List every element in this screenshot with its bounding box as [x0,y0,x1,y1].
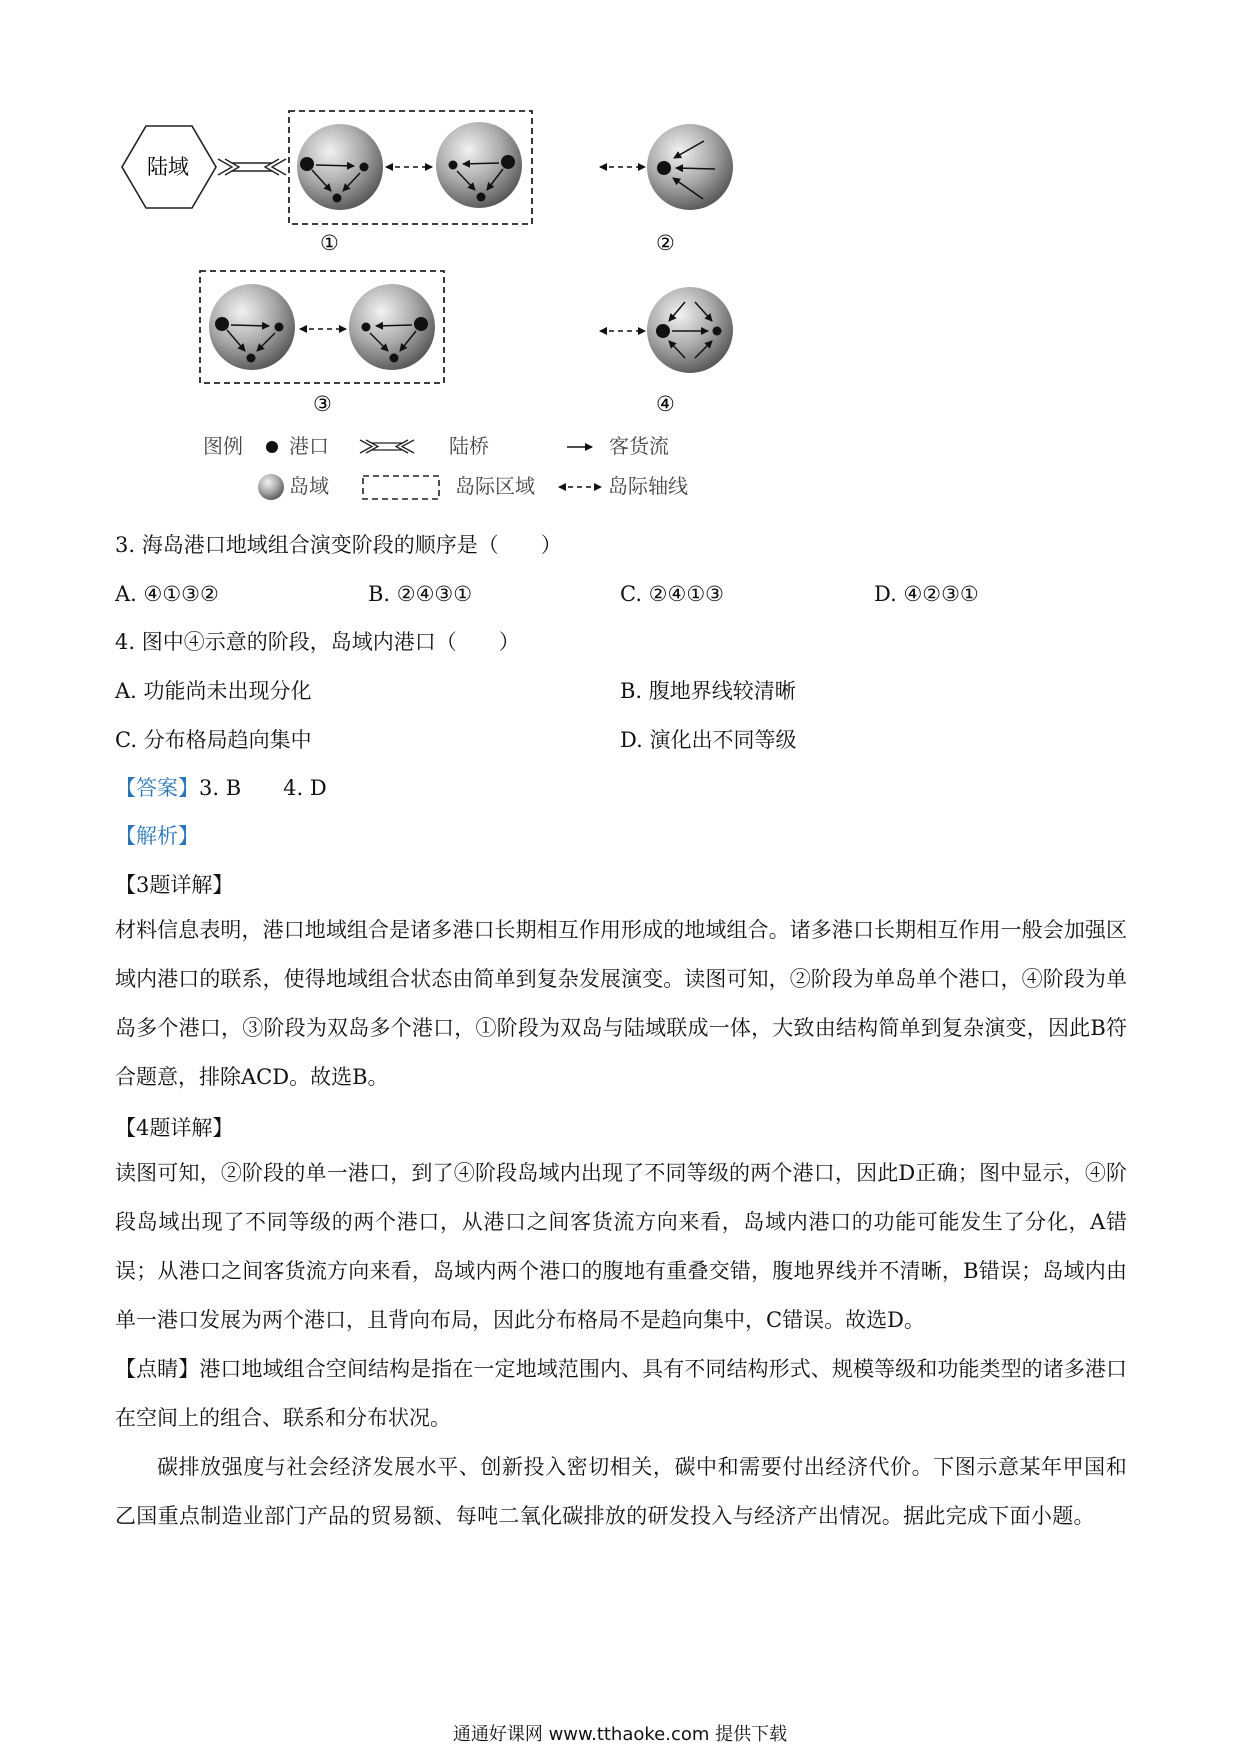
q4-option-b: B. 腹地界线较清晰 [620,679,796,703]
tip-tag: 【点睛】 [115,1357,200,1381]
port-dot [275,323,284,332]
q4-stem: 4. 图中④示意的阶段，岛域内港口（ ） [115,630,520,654]
q4-option-d: D. 演化出不同等级 [620,728,797,752]
q3-stem: 3. 海岛港口地域组合演变阶段的顺序是（ ） [115,533,562,557]
detail3-text: 材料信息表明，港口地域组合是诸多港口长期相互作用形成的地域组合。诸多港口长期相互作用一般会加强区域内港口的联系，使得地域组合状态由简单到复杂发展演变。读图可知，②阶段为单岛单个港口，④阶段为单岛多个港口，③阶段为双岛多个港口，①阶段为双岛与陆域联成一体，大致由结构简单到复杂演变，因此B符合题意，排除ACD。故选B。 [115,918,1127,1089]
port-evolution-diagram [0,0,1240,520]
port-dot [247,354,256,363]
q3-option-a: A. ④①③② [115,582,219,606]
port-dot [333,194,342,203]
port-dot [656,324,670,338]
tip-paragraph [115,1345,1127,1443]
stage4-island [647,287,733,373]
stage-label-4: ④ [656,392,675,416]
port-dot [390,354,399,363]
legend-land-bridge: 陆桥 [449,434,489,458]
legend-port-icon [266,441,278,453]
tip-text: 港口地域组合空间结构是指在一定地域范围内、具有不同结构形式、规模等级和功能类型的诸多港口在空间上的组合、联系和分布状况。 [115,1357,1127,1430]
port-dot [713,327,722,336]
land-region [122,126,216,208]
legend-port: 港口 [289,434,329,458]
legend-region-icon [363,476,439,499]
stage-label-3: ③ [313,392,332,416]
detail3-tag: 【3题详解】 [115,873,234,897]
port-dot [360,163,369,172]
q3-option-d: D. ④②③① [874,582,979,606]
port-dot [215,317,229,331]
legend-island: 岛域 [289,474,329,498]
port-dot [657,161,671,175]
legend-island-icon [258,474,284,500]
q3-option-b: B. ②④③① [368,582,473,606]
port-dot [449,161,458,170]
legend-flow: 客货流 [609,434,669,458]
stage2-island [647,124,733,210]
q4-option-a: A. 功能尚未出现分化 [115,679,312,703]
footer-source: 通通好课网 www.tthaoke.com 提供下载 [452,1724,788,1745]
stage1-island-left [297,124,383,210]
port-dot [477,193,486,202]
stage-label-1: ① [320,231,339,255]
port-dot [414,317,428,331]
stage3-island-right [349,284,435,370]
legend-axis: 岛际轴线 [608,474,688,498]
detail4-text: 读图可知，②阶段的单一港口，到了④阶段岛域内出现了不同等级的两个港口，因此D正确；图中显示，④阶段岛域出现了不同等级的两个港口，从港口之间客货流方向来看，岛域内港口的功能可能发生了分化，A错误；从港口之间客货流方向来看，岛域内两个港口的腹地有重叠交错，腹地界线并不清晰，B错误；岛域内由单一港口发展为两个港口，且背向布局，因此分布格局不是趋向集中，C错误。故选D。 [115,1161,1127,1332]
material-text: 碳排放强度与社会经济发展水平、创新投入密切相关，碳中和需要付出经济代价。下图示意某年甲国和乙国重点制造业部门产品的贸易额、每吨二氧化碳排放的研发投入与经济产出情况。据此完成下面小题。 [115,1455,1127,1528]
legend-land-bridge-icon [360,440,414,453]
land-bridge [218,159,286,175]
land-label: 陆域 [147,155,189,179]
port-dot [501,155,515,169]
legend-title: 图例 [203,434,243,458]
q3-option-c: C. ②④①③ [620,582,724,606]
stage-label-2: ② [656,231,675,255]
legend [203,434,688,500]
answer-tag: 【答案】 [115,776,199,800]
port-dot [300,157,314,171]
detail4-tag: 【4题详解】 [115,1116,234,1140]
analysis-tag: 【解析】 [115,824,199,848]
q4-option-c: C. 分布格局趋向集中 [115,728,312,752]
answer-text: 3. B 4. D [199,776,327,800]
stage1-island-right [436,122,522,208]
answer-line [115,774,327,802]
port-dot [362,323,371,332]
stage3-island-left [209,284,295,370]
legend-region: 岛际区域 [455,474,535,498]
